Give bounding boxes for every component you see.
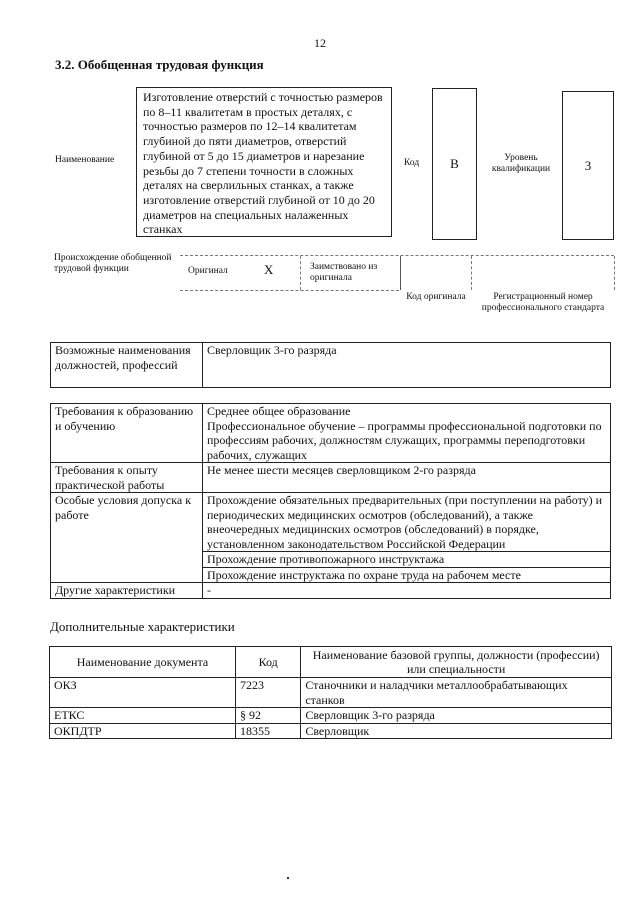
experience-label: Требования к опыту практической работы [51, 463, 203, 493]
original-label: Оригинал [188, 266, 228, 276]
section-title: 3.2. Обобщенная трудовая функция [55, 57, 264, 72]
table-row [51, 404, 611, 419]
table-row [51, 463, 611, 493]
origin-row-bottom-line [180, 290, 399, 291]
name-label: Наименование [55, 155, 115, 165]
doc-cell: ОКПДТР [50, 723, 236, 739]
table-row [50, 723, 612, 739]
registration-number-caption: Регистрационный номер профессионального стандарта [481, 292, 605, 313]
doc-cell: ЕТКС [50, 708, 236, 724]
code-cell: 7223 [235, 678, 300, 708]
header-code: Код [235, 647, 300, 678]
table-row [51, 493, 611, 552]
code-cell: 18355 [235, 723, 300, 739]
positions-label: Возможные наименования должностей, профессий [51, 343, 203, 388]
conditions-medical: Прохождение обязательных предварительных (при поступлении на работу) и периодических медицинских осмотров (обследований), а также внеочередных медицинских осмотров (обследований) в порядке, установленном законодательством Российской Федерации [203, 493, 611, 552]
origin-separator [471, 256, 472, 290]
table-row [50, 678, 612, 708]
education-label: Требования к образованию и обучению [51, 404, 203, 463]
borrowed-label: Заимствовано из оригинала [310, 262, 378, 283]
education-line1: Среднее общее образование [203, 404, 611, 419]
conditions-safety-briefing: Прохождение инструктажа по охране труда на рабочем месте [203, 567, 611, 583]
group-name-cell: Сверловщик [301, 723, 612, 739]
extra-characteristics-table [49, 646, 612, 739]
conditions-label: Особые условия допуска к работе [51, 493, 203, 583]
qualification-level-label: Уровень квалификации [491, 153, 551, 174]
positions-value: Сверловщик 3-го разряда [203, 343, 611, 388]
table-row [51, 583, 611, 599]
header-group-name: Наименование базовой группы, должности (профессии) или специальности [301, 647, 612, 678]
table-header-row [50, 647, 612, 678]
code-original-caption: Код оригинала [406, 292, 466, 302]
code-cell: § 92 [235, 708, 300, 724]
header-document-name: Наименование документа [50, 647, 236, 678]
code-label: Код [404, 158, 420, 168]
origin-label: Происхождение обобщенной трудовой функции [54, 253, 172, 274]
origin-row-top-line [180, 255, 614, 256]
origin-separator [614, 256, 615, 290]
original-mark: X [264, 262, 274, 277]
group-name-cell: Сверловщик 3-го разряда [301, 708, 612, 724]
education-line2: Профессиональное обучение – программы профессиональной подготовки по профессиям рабочих, должностям служащих, программы переподготовки рабочих, служащих [203, 419, 611, 463]
code-value-box: B [432, 88, 477, 240]
table-row [51, 343, 611, 388]
experience-value: Не менее шести месяцев сверловщиком 2-го разряда [203, 463, 611, 493]
doc-cell: ОКЗ [50, 678, 236, 708]
extra-characteristics-title: Дополнительные характеристики [50, 619, 235, 634]
scan-dot [287, 877, 289, 879]
conditions-fire-briefing: Прохождение противопожарного инструктажа [203, 552, 611, 568]
function-name-box: Изготовление отверстий с точностью размеров по 8–11 квалитетам в простых деталях, с точностью размеров по 12–14 квалитетам глубиной до пяти диаметров, отверстий глубиной от 5 до 15 диаметров и нарезание резьбы до 7 степени точности в сложных деталях на сверлильных станках, а также изготовление отверстий глубиной от 10 до 20 диаметров на специальных налаженных станках [136, 87, 392, 237]
other-value: - [203, 583, 611, 599]
requirements-table [50, 403, 611, 599]
table-row [50, 708, 612, 724]
page-number: 12 [314, 36, 326, 50]
origin-separator [400, 256, 401, 290]
other-label: Другие характеристики [51, 583, 203, 599]
origin-separator [300, 256, 301, 290]
qualification-level-box: 3 [562, 91, 614, 240]
group-name-cell: Станочники и наладчики металлообрабатывающих станков [301, 678, 612, 708]
positions-table [50, 342, 611, 388]
